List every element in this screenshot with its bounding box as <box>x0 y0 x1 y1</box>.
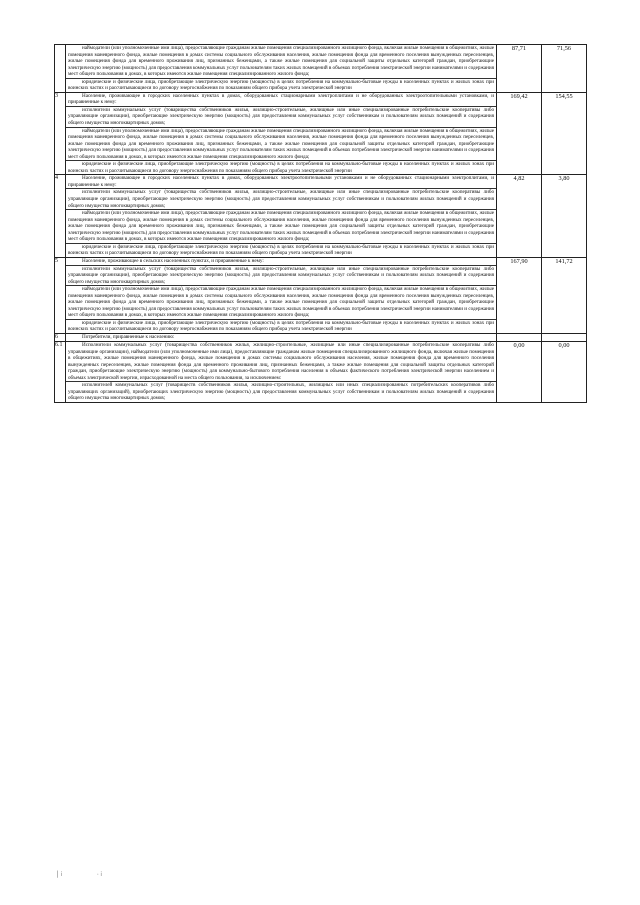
description-paragraph: исполнителей коммунальных услуг (товариществ собственников жилья, жилищно-строительных, жилищных или иных специализированных потребительских кооперативов либо управляющих организаций), приобретающих электрическую энергию (мощность) для предоставления коммунальных услуг собственникам и пользователям жилых помещений и содержания общего имущества многоквартирных домов; <box>68 382 494 402</box>
tariff-value-1: 87,71 <box>497 45 542 93</box>
row-number <box>55 45 66 93</box>
tariff-table-body <box>55 45 587 403</box>
table-row <box>55 175 587 258</box>
consumer-category-description <box>66 45 497 93</box>
tariff-table <box>54 44 587 403</box>
tariff-value-1: 169,42 <box>497 92 542 175</box>
description-paragraph: юридические и физические лица, приобретающие электрическую энергию (мощность) в целях потребления на коммунально-бытовые нужды в населенных пунктах и жилых зонах при воинских частях и рассчитывающиеся по договору энергоснабжения по показаниям общего прибора учета электрической энергии <box>68 243 494 257</box>
tariff-value-1: 4,82 <box>497 175 542 258</box>
description-paragraph: юридические и физические лица, приобретающие электрическую энергию (мощность) в целях потребления на коммунально-бытовые нужды в населенных пунктах и жилых зонах при воинских частях и рассчитывающиеся по договору энергоснабжения по показаниям общего прибора учета электрической энергии <box>68 78 494 92</box>
description-paragraph: наймодатели (или уполномоченные ими лица), предоставляющие гражданам жилые помещения специализированного жилищного фонда, включая жилые помещения в общежитиях, жилые помещения маневренного фонда, жилые помещения в домах системы социального обслуживания населения, жилые помещения фонда для временного поселения вынужденных переселенцев, жилые помещения фонда для временного проживания лиц, признанных беженцами, а также жилые помещения для социальной защиты отдельных категорий граждан, приобретающие электрическую энергию (мощность) для предоставления коммунальных услуг пользователям таких жилых помещений в объемах потребления электрической энергии нанимателями и содержания мест общего пользования в домах, в которых имеются жилые помещения специализированного жилого фонда; <box>68 45 494 78</box>
tariff-value-1 <box>497 333 542 341</box>
table-row <box>55 257 587 333</box>
table-row <box>55 92 587 175</box>
description-paragraph: наймодатели (или уполномоченные ими лица), предоставляющие гражданам жилые помещения специализированного жилищного фонда, включая жилые помещения в общежитиях, жилые помещения маневренного фонда, жилые помещения в домах системы социального обслуживания населения, жилые помещения фонда для временного поселения вынужденных переселенцев, жилые помещения фонда для временного проживания лиц, признанных беженцами, а также жилые помещения для социальной защиты отдельных категорий граждан, приобретающие электрическую энергию (мощность) для предоставления коммунальных услуг пользователям таких жилых помещений в объемах потребления электрической энергии нанимателями и содержания мест общего пользования в домах, в которых имеются жилые помещения специализированного жилого фонда; <box>68 127 494 160</box>
consumer-category-description <box>66 175 497 258</box>
description-paragraph: исполнители коммунальных услуг (товарищества собственников жилья, жилищно-строительные, жилищные или иные специализированные потребительские кооперативы либо управляющие организации), приобретающие электрическую энергию (мощность) для предоставления коммунальных услуг собственникам и пользователям жилых помещений и содержания общего имущества многоквартирных домов; <box>68 265 494 285</box>
description-paragraph: Потребители, приравненные к населению: <box>82 333 175 340</box>
row-number: 6 <box>55 333 66 341</box>
tariff-value-2: 71,56 <box>542 45 587 93</box>
tariff-value-2: 3,80 <box>542 175 587 258</box>
tariff-value-2: 0,00 <box>542 341 587 402</box>
table-row <box>55 45 587 93</box>
tariff-value-2: 141,72 <box>542 257 587 333</box>
consumer-category-description <box>66 257 497 333</box>
description-paragraph: юридические и физические лица, приобретающие электрическую энергию (мощность) в целях потребления на коммунально-бытовые нужды в населенных пунктах и жилых зонах при воинских частях и рассчитывающиеся по договору энергоснабжения по показаниям общего прибора учета электрической энергии <box>68 161 494 174</box>
consumer-category-description <box>66 92 497 175</box>
row-number: 5 <box>55 257 66 333</box>
description-paragraph: исполнители коммунальных услуг (товарищества собственников жилья, жилищно-строительные, жилищные или иные специализированные потребительские кооперативы либо управляющие организации), приобретающие электрическую энергию (мощность) для предоставления коммунальных услуг собственникам и пользователям жилых помещений и содержания общего имущества многоквартирных домов; <box>68 106 494 127</box>
description-paragraph: Исполнители коммунальных услуг (товарищества собственников жилья, жилищно-строительные, жилищные или иные специализированные потребительские кооперативы либо управляющие организации), наймодатели (или уполномоченные ими лица), предоставляющие гражданам жилые помещения специализированного жилищного фонда, включая жилые помещения в общежитиях, жилые помещения маневренного фонда, жилые помещения в домах системы социального обслуживания населения, жилые помещения фонда для временного поселения вынужденных переселенцев, жилые помещения фонда для временного проживания лиц, признанных беженцами, а также жилые помещения для социальной защиты отдельных категорий граждан, приобретающие электрическую энергию (мощность) для коммунально-бытового потребления населения в объемах фактического потребления электрической энергии населением и объемах электрической энергии, израсходованной на места общего пользования, за исключением: <box>68 341 494 381</box>
description-paragraph: наймодатели (или уполномоченные ими лица), предоставляющие гражданам жилые помещения специализированного жилищного фонда, включая жилые помещения в общежитиях, жилые помещения маневренного фонда, жилые помещения в домах системы социального обслуживания населения, жилые помещения фонда для временного поселения вынужденных переселенцев, жилые помещения фонда для временного проживания лиц, признанных беженцами, а также жилые помещения для социальной защиты отдельных категорий граждан, приобретающие электрическую энергию (мощность) для предоставления коммунальных услуг пользователям таких жилых помещений в объемах потребления электрической энергии нанимателями и содержания мест общего пользования в домах, в которых имеются жилые помещения специализированного жилого фонда; <box>68 286 494 319</box>
tariff-value-2: 154,55 <box>542 92 587 175</box>
tariff-value-1: 0,00 <box>497 341 542 402</box>
description-paragraph: наймодатели (или уполномоченные ими лица), предоставляющие гражданам жилые помещения специализированного жилищного фонда, включая жилые помещения в общежитиях, жилые помещения маневренного фонда, жилые помещения в домах системы социального обслуживания населения, жилые помещения фонда для временного поселения вынужденных переселенцев, жилые помещения фонда для временного проживания лиц, признанных беженцами, а также жилые помещения для социальной защиты отдельных категорий граждан, приобретающие электрическую энергию (мощность) для предоставления коммунальных услуг пользователям таких жилых помещений в объемах потребления электрической энергии нанимателями и содержания мест общего пользования в домах, в которых имеются жилые помещения специализированного жилого фонда; <box>68 210 494 243</box>
tariff-value-1: 167,90 <box>497 257 542 333</box>
table-row <box>55 341 587 402</box>
consumer-category-description <box>66 341 497 402</box>
scan-margin-marks: │ ⁞ · ⁞ <box>55 872 103 878</box>
description-paragraph: Население, проживающее в городских населенных пунктах в домах, оборудованных стационарными электроплитами и не оборудованных электроотопительными установками, и приравненные к нему: <box>68 92 494 106</box>
consumer-category-description <box>66 333 497 341</box>
row-number: 6.1 <box>55 341 66 402</box>
row-number: 4 <box>55 175 66 258</box>
description-paragraph: Население, проживающее в сельских населенных пунктах, и приравненные к нему: <box>82 257 264 264</box>
description-paragraph: юридические и физические лица, приобретающие электрическую энергию (мощность) в целях потребления на коммунально-бытовые нужды в населенных пунктах и жилых зонах при воинских частях и рассчитывающиеся по договору энергоснабжения по показаниям общего прибора учета электрической энергии <box>68 319 494 333</box>
description-paragraph: Население, проживающее в городских населенных пунктах в домах, оборудованных электроотопительными установками и не оборудованных стационарными электроплитами, и приравненные к нему: <box>68 175 494 188</box>
description-paragraph: исполнители коммунальных услуг (товарищества собственников жилья, жилищно-строительные, жилищные или иные специализированные потребительские кооперативы либо управляющие организации), приобретающие электрическую энергию (мощность) для предоставления коммунальных услуг собственникам и пользователям жилых помещений и содержания общего имущества многоквартирных домов; <box>68 189 494 209</box>
row-number: 3 <box>55 92 66 175</box>
tariff-value-2 <box>542 333 587 341</box>
table-row <box>55 333 587 341</box>
